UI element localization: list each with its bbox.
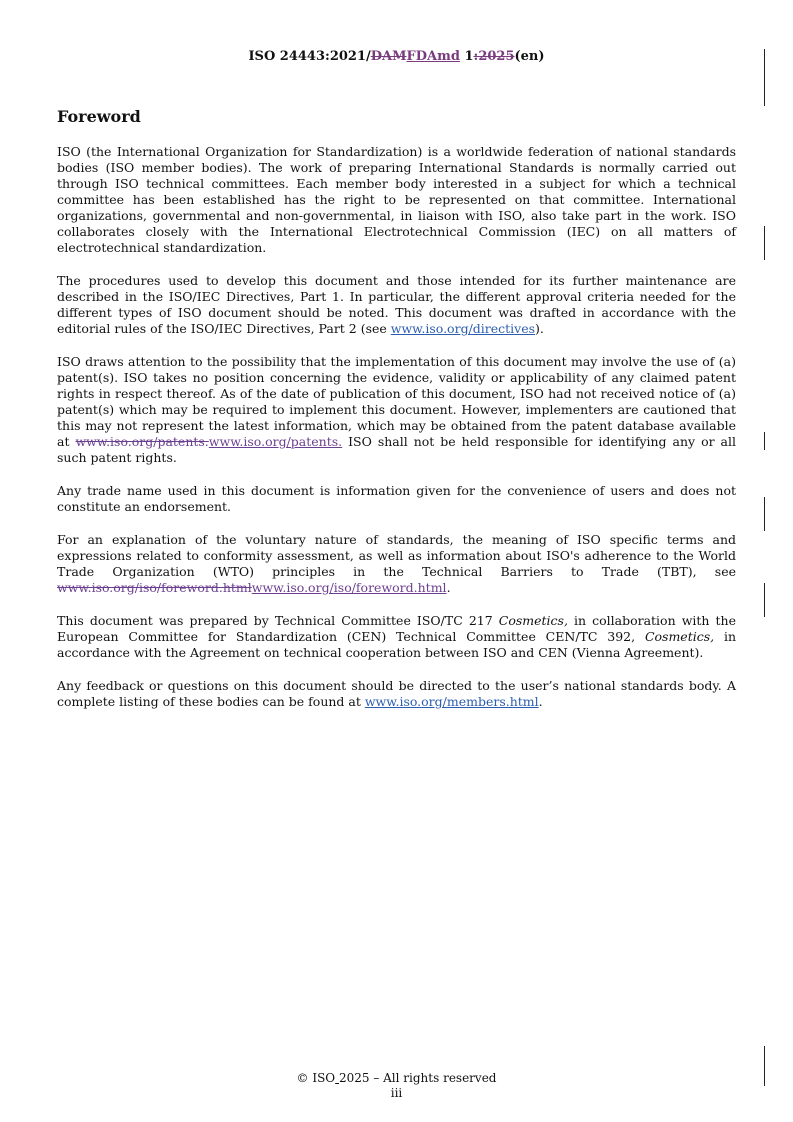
page-footer [0,1071,793,1101]
paragraph-feedback: Any feedback or questions on this document should be directed to the user’s national standards body. A complete listing of these bodies can be found at www.iso.org/members.html. [57,678,736,709]
page-title: Foreword [57,107,141,126]
header-deleted-dam: DAM [370,49,407,64]
paragraph-trade-name: Any trade name used in this document is information given for the convenience of users and does not constitute an endorsement. [57,483,736,514]
paragraph-patents: ISO draws attention to the possibility that the implementation of this document may involve the use of (a) patent(s). ISO takes no position concerning the evidence, validity or applicability of any claimed patent rights in respect thereof. As of the date of publication of this document, ISO had not received notice of (a) patent(s) which may be required to implement this document. However, implementers are cautioned that this may not represent the latest information, which may be obtained from the patent database available at www.iso.org/patents.www.iso.org/patents. ISO shall not be held responsible for identifying any or all such patent rights. [57,354,736,465]
change-bar [764,49,765,106]
header-suffix: (en) [514,49,545,64]
paragraph-procedures: The procedures used to develop this document and those intended for its further maintenance are described in the ISO/IEC Directives, Part 1. In particular, the different approval criteria needed for the different types of ISO document should be noted. This document was drafted in accordance with the editorial rules of the ISO/IEC Directives, Part 2 (see www.iso.org/directives). [57,273,736,336]
page-number: iii [390,1086,403,1100]
members-link[interactable]: www.iso.org/members.html [364,694,539,709]
patents-link-deleted: www.iso.org/patents. [75,434,209,449]
paragraph-iso-intro: ISO (the International Organization for Standardization) is a worldwide federation of national standards bodies (ISO member bodies). The work of preparing International Standards is normally carried out through ISO technical committees. Each member body interested in a subject for which a technical committee has been established has the right to be represented on that committee. International organizations, governmental and non-governmental, in liaison with ISO, also take part in the work. ISO collaborates closely with the International Electrotechnical Commission (IEC) on all matters of electrotechnical standardization. [57,144,736,255]
foreword-body [57,144,736,727]
paragraph-voluntary-nature: For an explanation of the voluntary nature of standards, the meaning of ISO specific terms and expressions related to conformity assessment, as well as information about ISO's adherence to the World Trade Organization (WTO) principles in the Technical Barriers to Trade (TBT), see www.iso.org/iso/foreword.htmlwww.iso.org/iso/foreword.html. [57,532,736,595]
change-bar [764,497,765,531]
foreword-link[interactable]: www.iso.org/iso/foreword.html [251,580,447,595]
header-base: ISO 24443:2021/ [248,49,371,64]
document-header [0,49,793,65]
header-deleted-year: :2025 [473,49,515,64]
directives-link[interactable]: www.iso.org/directives [390,321,536,336]
header-inserted-fdamd: FDAmd [406,49,460,64]
change-bar [764,226,765,260]
copyright-line: © ISO 2025 – All rights reserved [296,1071,497,1085]
change-bar [764,583,765,617]
foreword-link-deleted: www.iso.org/iso/foreword.html [57,580,252,595]
paragraph-committee: This document was prepared by Technical Committee ISO/TC 217 Cosmetics, in collaboration with the European Committee for Standardization (CEN) Technical Committee CEN/TC 392, Cosmetics, in accordance with the Agreement on technical cooperation between ISO and CEN (Vienna Agreement). [57,613,736,660]
header-amendment: 1 [459,49,474,64]
change-bar [764,432,765,450]
patents-link[interactable]: www.iso.org/patents. [208,434,343,449]
